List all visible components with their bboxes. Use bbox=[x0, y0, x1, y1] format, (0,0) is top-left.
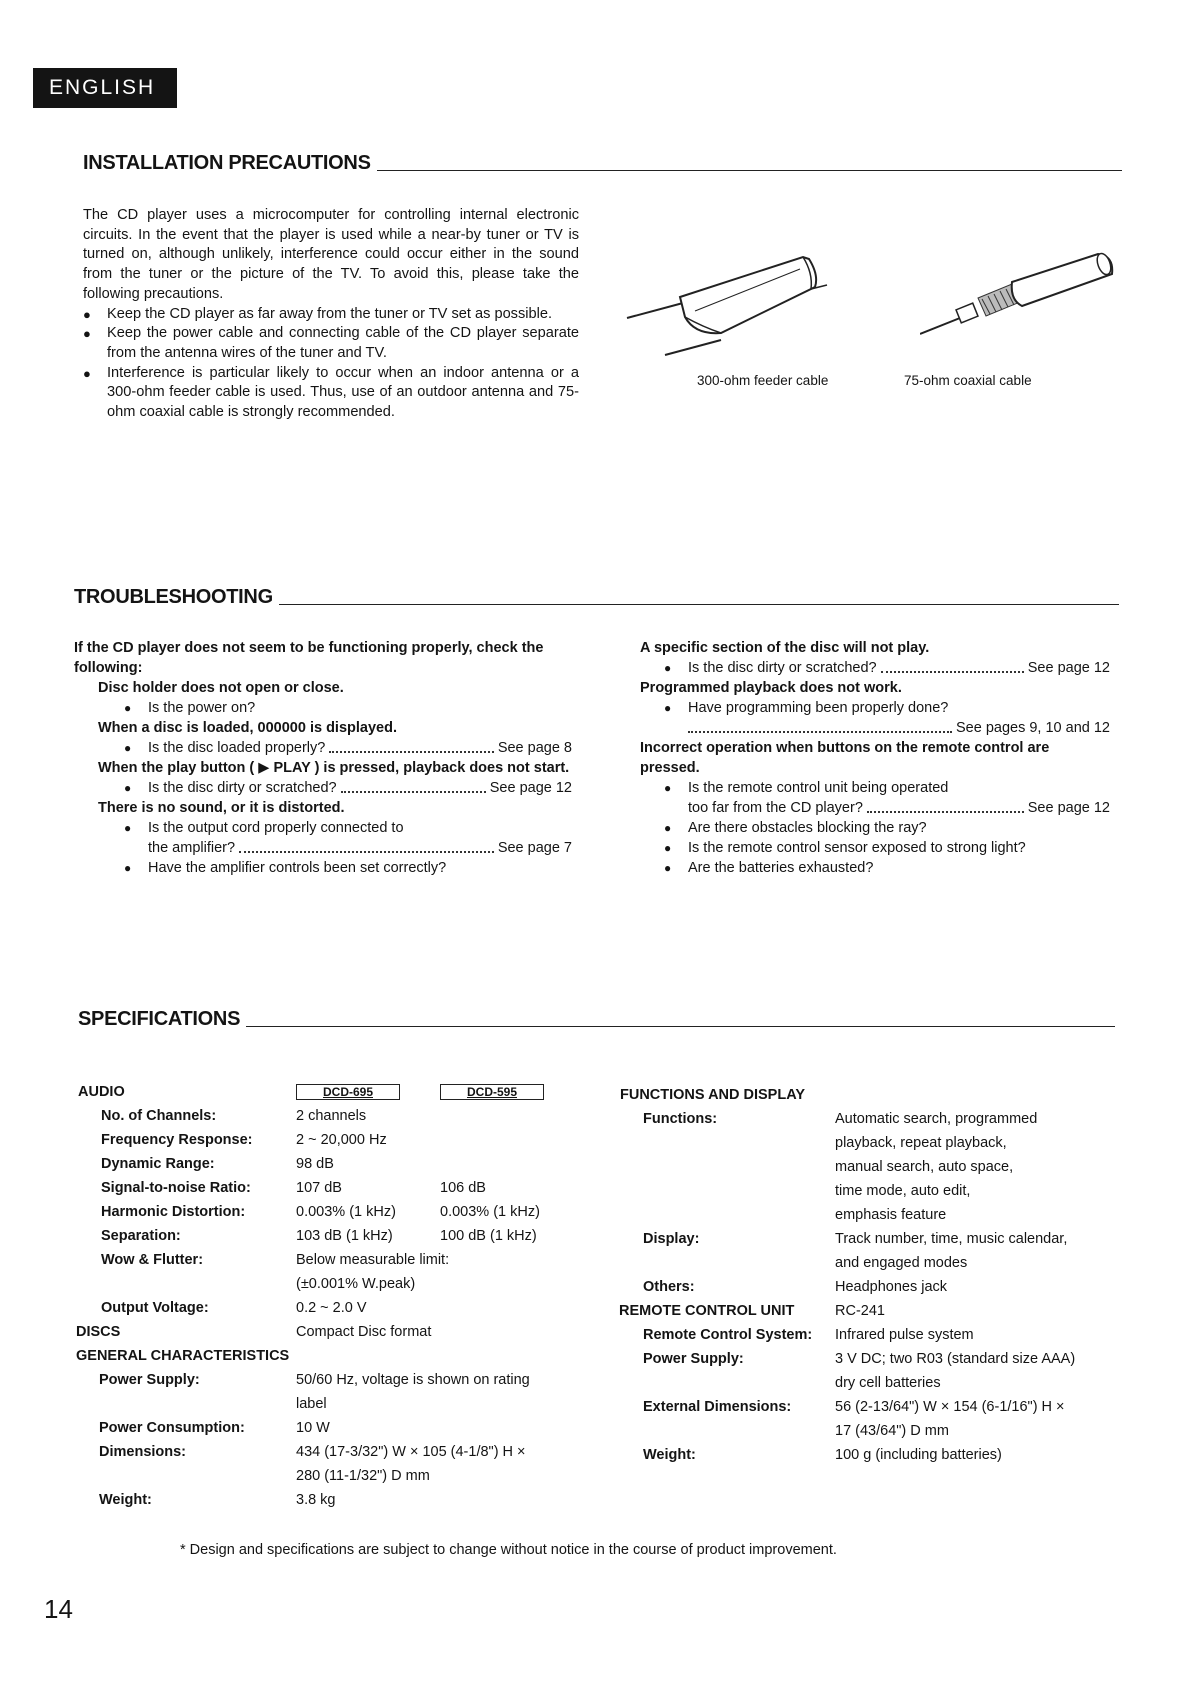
spec-value: 103 dB (1 kHz) bbox=[296, 1228, 393, 1244]
bullet-icon: ● bbox=[83, 365, 91, 381]
section-rule bbox=[246, 1026, 1115, 1027]
bullet-text: Interference is particular likely to occur when an indoor antenna or a 300-ohm feeder cable is used. Thus, use of an outdoor antenna and 75-ohm coaxial cable is strongly recommended. bbox=[107, 364, 579, 421]
spec-value: 0.003% (1 kHz) bbox=[440, 1204, 540, 1220]
installation-intro: The CD player uses a microcomputer for controlling internal electronic circuits. In the event that the player is used while a near-by tuner or TV is turned on, although unlikely, interference could occur either in the sound from the tuner or the picture of the TV. To avoid this, please take the following precautions. bbox=[83, 207, 579, 302]
specifications-section-header bbox=[78, 1008, 1115, 1031]
spec-label: Dynamic Range: bbox=[101, 1156, 215, 1172]
check-item-continued: the amplifier? See page 7 bbox=[148, 840, 572, 856]
check-item: ● Are there obstacles blocking the ray? bbox=[664, 820, 927, 836]
spec-label: Frequency Response: bbox=[101, 1132, 253, 1148]
section-rule bbox=[377, 170, 1122, 171]
spec-value: label bbox=[296, 1396, 327, 1412]
spec-label: Dimensions: bbox=[99, 1444, 187, 1460]
check-item: ● Is the disc dirty or scratched? See page 12 bbox=[664, 660, 1110, 676]
spec-value: emphasis feature bbox=[835, 1207, 947, 1223]
spec-value: 2 channels bbox=[296, 1108, 367, 1124]
spec-value: 280 (11-1/32") D mm bbox=[296, 1468, 430, 1484]
installation-bullet bbox=[83, 364, 579, 423]
feeder-cable-illustration bbox=[625, 245, 855, 365]
bullet-text: Keep the CD player as far away from the tuner or TV set as possible. bbox=[107, 305, 553, 322]
troubleshooting-right-column bbox=[640, 638, 1110, 878]
installation-bullet bbox=[83, 324, 579, 363]
spec-value: playback, repeat playback, bbox=[835, 1135, 1007, 1151]
bullet-text: Keep the power cable and connecting cable of the CD player separate from the antenna wires of the tuner and TV. bbox=[107, 325, 579, 361]
problem-heading: A specific section of the disc will not play. bbox=[640, 640, 930, 656]
troubleshooting-section-header bbox=[74, 586, 1119, 609]
check-item: ● Is the remote control sensor exposed to strong light? bbox=[664, 840, 1026, 856]
spec-label: Separation: bbox=[101, 1228, 181, 1244]
spec-value: 2 ~ 20,000 Hz bbox=[296, 1132, 387, 1148]
spec-group-remote: REMOTE CONTROL UNIT bbox=[619, 1303, 795, 1319]
spec-value: 56 (2-13/64") W × 154 (6-1/16") H × bbox=[835, 1399, 1065, 1415]
footnote: * Design and specifications are subject to change without notice in the course of product improvement. bbox=[180, 1542, 837, 1558]
spec-value: Below measurable limit: bbox=[296, 1252, 450, 1268]
spec-value: 0.003% (1 kHz) bbox=[296, 1204, 396, 1220]
coaxial-cable-illustration bbox=[920, 250, 1120, 340]
check-item: ● Have programming been properly done? bbox=[664, 700, 949, 716]
feeder-cable-caption: 300-ohm feeder cable bbox=[697, 373, 829, 388]
spec-label: External Dimensions: bbox=[643, 1399, 792, 1415]
check-item: ● Is the power on? bbox=[124, 700, 256, 716]
spec-value: Infrared pulse system bbox=[835, 1327, 974, 1343]
spec-value: Automatic search, programmed bbox=[835, 1111, 1038, 1127]
spec-label: Functions: bbox=[643, 1111, 718, 1127]
spec-value: 17 (43/64") D mm bbox=[835, 1423, 949, 1439]
installation-text bbox=[83, 206, 579, 423]
spec-label: Power Supply: bbox=[643, 1351, 744, 1367]
spec-value: (±0.001% W.peak) bbox=[296, 1276, 416, 1292]
page-number: 14 bbox=[44, 1594, 73, 1624]
spec-label: No. of Channels: bbox=[101, 1108, 217, 1124]
spec-value: manual search, auto space, bbox=[835, 1159, 1014, 1175]
check-item: ● Is the output cord properly connected to bbox=[124, 820, 404, 836]
problem-heading: When a disc is loaded, 000000 is displayed. bbox=[98, 720, 397, 736]
spec-value: dry cell batteries bbox=[835, 1375, 941, 1391]
check-item: ● Are the batteries exhausted? bbox=[664, 860, 874, 876]
spec-label: Display: bbox=[643, 1231, 700, 1247]
installation-title: INSTALLATION PRECAUTIONS bbox=[83, 152, 371, 174]
check-item: ● Is the disc loaded properly? See page 8 bbox=[124, 740, 572, 756]
spec-group-functions: FUNCTIONS AND DISPLAY bbox=[620, 1087, 806, 1103]
spec-value: 98 dB bbox=[296, 1156, 334, 1172]
spec-group-audio: AUDIO bbox=[78, 1084, 125, 1100]
spec-label: Output Voltage: bbox=[101, 1300, 209, 1316]
spec-value: Headphones jack bbox=[835, 1279, 948, 1295]
spec-label: Weight: bbox=[99, 1492, 152, 1508]
spec-value: 100 dB (1 kHz) bbox=[440, 1228, 537, 1244]
spec-group-general: GENERAL CHARACTERISTICS bbox=[76, 1348, 290, 1364]
specifications-title: SPECIFICATIONS bbox=[78, 1008, 241, 1030]
check-item: ● Is the disc dirty or scratched? See page 12 bbox=[124, 780, 572, 796]
spec-label: Signal-to-noise Ratio: bbox=[101, 1180, 251, 1196]
troubleshooting-intro: If the CD player does not seem to be functioning properly, check the following: bbox=[74, 640, 544, 676]
spec-value: 3.8 kg bbox=[296, 1492, 336, 1508]
section-rule bbox=[279, 604, 1119, 605]
model-label-dcd595: DCD-595 bbox=[440, 1084, 544, 1100]
spec-value: 100 g (including batteries) bbox=[835, 1447, 1002, 1463]
language-tab: ENGLISH bbox=[33, 68, 177, 108]
coaxial-cable-caption: 75-ohm coaxial cable bbox=[904, 373, 1032, 388]
spec-label: Wow & Flutter: bbox=[101, 1252, 204, 1268]
check-item: ● Is the remote control unit being operated bbox=[664, 780, 949, 796]
problem-heading: There is no sound, or it is distorted. bbox=[98, 800, 345, 816]
bullet-icon: ● bbox=[83, 306, 91, 322]
spec-label: Remote Control System: bbox=[643, 1327, 813, 1343]
spec-value: Track number, time, music calendar, bbox=[835, 1231, 1068, 1247]
problem-heading: Incorrect operation when buttons on the remote control are pressed. bbox=[640, 740, 1050, 776]
bullet-icon: ● bbox=[83, 326, 91, 342]
spec-value: 107 dB bbox=[296, 1180, 342, 1196]
spec-label: Harmonic Distortion: bbox=[101, 1204, 246, 1220]
spec-value: 106 dB bbox=[440, 1180, 486, 1196]
model-label-dcd695: DCD-695 bbox=[296, 1084, 400, 1100]
check-item-continued: See pages 9, 10 and 12 bbox=[640, 718, 1110, 738]
installation-section-header bbox=[83, 152, 1122, 175]
spec-label: Power Supply: bbox=[99, 1372, 200, 1388]
spec-value: 0.2 ~ 2.0 V bbox=[296, 1300, 367, 1316]
spec-value: 50/60 Hz, voltage is shown on rating bbox=[296, 1372, 530, 1388]
spec-value: time mode, auto edit, bbox=[835, 1183, 971, 1199]
spec-value: and engaged modes bbox=[835, 1255, 968, 1271]
spec-group-discs: DISCS bbox=[76, 1324, 121, 1340]
spec-value: RC-241 bbox=[835, 1303, 885, 1319]
spec-label: Power Consumption: bbox=[99, 1420, 245, 1436]
spec-label: Weight: bbox=[643, 1447, 696, 1463]
check-item: ● Have the amplifier controls been set correctly? bbox=[124, 860, 447, 876]
spec-value: 3 V DC; two R03 (standard size AAA) bbox=[835, 1351, 1076, 1367]
installation-bullet bbox=[83, 305, 579, 325]
spec-label: Others: bbox=[643, 1279, 695, 1295]
troubleshooting-left-column bbox=[74, 638, 572, 878]
check-item-continued: too far from the CD player? See page 12 bbox=[688, 800, 1110, 816]
spec-value: Compact Disc format bbox=[296, 1324, 432, 1340]
spec-value: 10 W bbox=[296, 1420, 330, 1436]
problem-heading: Disc holder does not open or close. bbox=[98, 680, 344, 696]
troubleshooting-title: TROUBLESHOOTING bbox=[74, 586, 273, 608]
problem-heading: Programmed playback does not work. bbox=[640, 680, 902, 696]
spec-value: 434 (17-3/32") W × 105 (4-1/8") H × bbox=[296, 1444, 526, 1460]
problem-heading: When the play button ( ▶ PLAY ) is pressed, playback does not start. bbox=[98, 760, 570, 776]
